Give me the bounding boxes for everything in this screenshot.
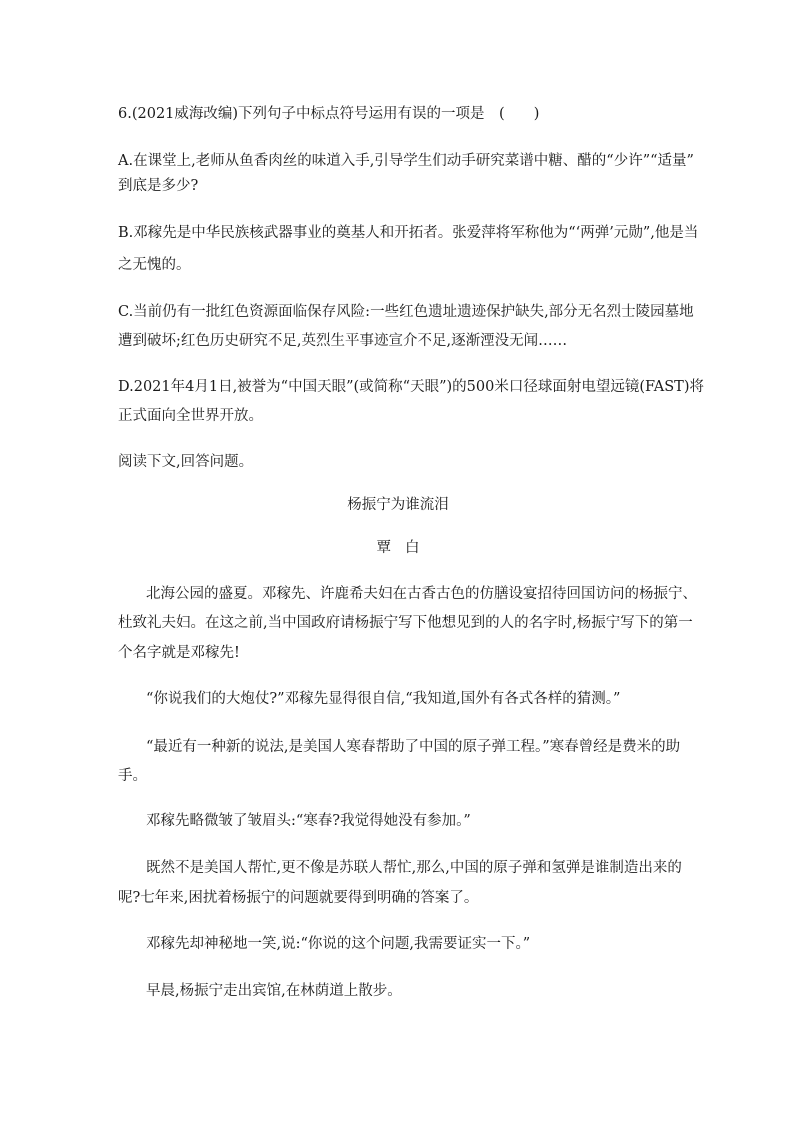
paragraph-line: 呢?七年来,困扰着杨振宁的问题就要得到明确的答案了。 [118,890,479,906]
paragraph-line: 既然不是美国人帮忙,更不像是苏联人帮忙,那么,中国的原子弹和氢弹是谁制造出来的 [146,860,682,876]
paragraph-line: 杜致礼夫妇。在这之前,当中国政府请杨振宁写下他想见到的人的名字时,杨振宁写下的第一 [118,615,693,631]
option-line: 之无愧的。 [118,257,191,273]
paragraph-line: “你说我们的大炮仗?”邓稼先显得很自信,“我知道,国外有各式各样的猜测。” [146,691,621,707]
paragraph-line: 个名字就是邓稼先! [118,645,240,661]
option-line: B.邓稼先是中华民族核武器事业的奠基人和开拓者。张爱萍将军称他为“‘两弹’元勋”,他是当 [118,225,699,241]
reading-instruction: 阅读下文,回答问题。 [118,454,254,470]
option-line: 正式面向全世界开放。 [118,408,263,424]
option-line: A.在课堂上,老师从鱼香肉丝的味道入手,引导学生们动手研究菜谱中糖、醋的“少许”“适量” [118,153,694,169]
paragraph-line: 手。 [118,768,147,784]
article-title: 杨振宁为谁流泪 [347,497,449,513]
paragraph-line: 早晨,杨振宁走出宾馆,在林荫道上散步。 [146,983,402,999]
option-line: C.当前仍有一批红色资源面临保存风险:一些红色遗址遗迹保护缺失,部分无名烈士陵园墓地 [118,304,694,320]
article-author: 覃白 [376,540,434,556]
option-line: 遭到破坏;红色历史研究不足,英烈生平事迹宣介不足,逐渐湮没无闻…… [118,333,568,349]
question-stem: 6.(2021威海改编)下列句子中标点符号运用有误的一项是 ( ) [118,106,540,122]
option-line: D.2021年4月1日,被誉为“中国天眼”(或简称“天眼”)的500米口径球面射电望远镜(FAST)将 [118,379,705,395]
paragraph-line: 邓稼先却神秘地一笑,说:“你说的这个问题,我需要证实一下。” [146,936,531,952]
option-line: 到底是多少? [118,178,199,194]
paragraph-line: 北海公园的盛夏。邓稼先、许鹿希夫妇在古香古色的仿膳设宴招待回国访问的杨振宁、 [146,586,697,602]
article-author-wrap [118,538,678,558]
paragraph-line: 邓稼先略微皱了皱眉头:“寒春?我觉得她没有参加。” [146,813,471,829]
paragraph-line: “最近有一种新的说法,是美国人寒春帮助了中国的原子弹工程。”寒春曾经是费米的助 [146,739,681,755]
